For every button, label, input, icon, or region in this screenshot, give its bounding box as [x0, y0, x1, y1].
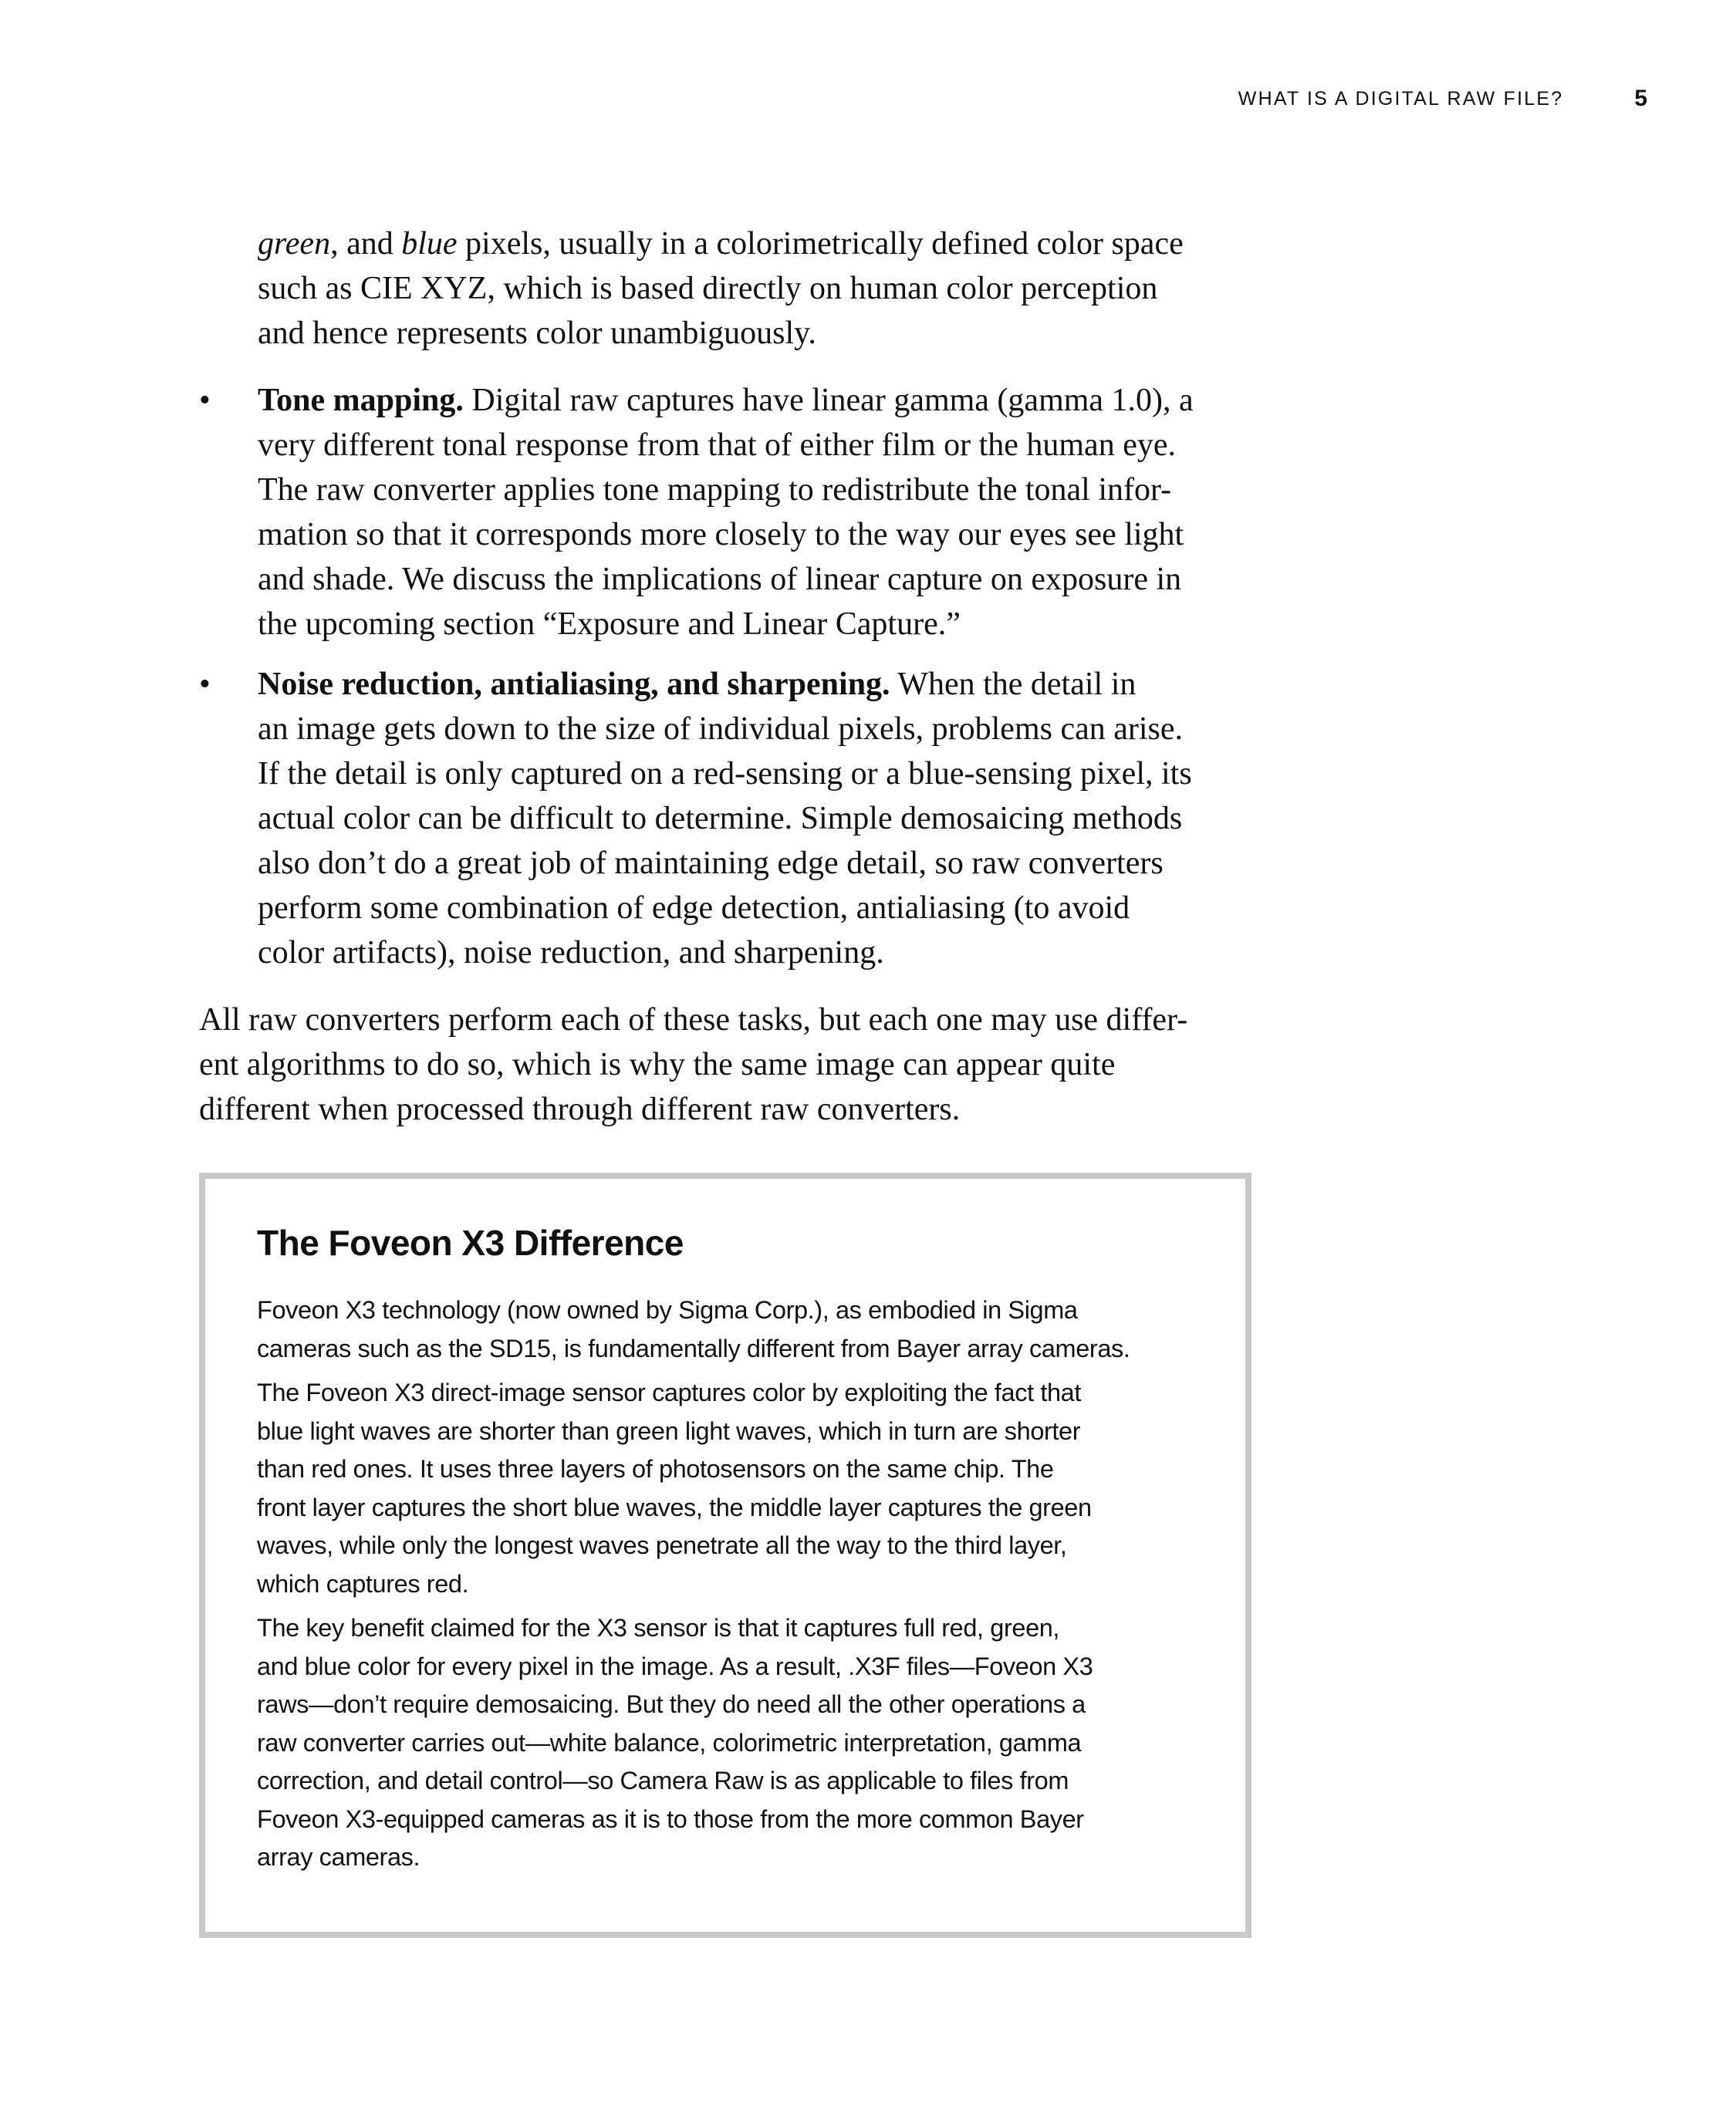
- text-line: different when processed through different raw converters.: [199, 1092, 961, 1127]
- text-line: front layer captures the short blue waves, the middle layer captures the green: [257, 1493, 1092, 1521]
- closing-paragraph: [199, 998, 1295, 1132]
- text-line: actual color can be difficult to determine. Simple demosaicing methods: [258, 801, 1183, 836]
- text-line: very different tonal response from that of either film or the human eye.: [258, 427, 1176, 463]
- bullet-icon: •: [199, 667, 211, 702]
- text-line: correction, and detail control—so Camera Raw is as applicable to files from: [257, 1767, 1069, 1794]
- text-line: perform some combination of edge detection, antialiasing (to avoid: [258, 890, 1130, 926]
- text-line: Foveon X3-equipped cameras as it is to those from the more common Bayer: [257, 1804, 1084, 1833]
- text-line: raws—don’t require demosaicing. But they do need all the other operations a: [257, 1690, 1086, 1718]
- text-line: such as CIE XYZ, which is based directly on human color perception: [258, 271, 1158, 306]
- text-line: an image gets down to the size of individual pixels, problems can arise.: [258, 711, 1184, 747]
- text-line: [258, 378, 1279, 423]
- bullet-icon: •: [199, 383, 211, 418]
- italic-word: green: [258, 226, 331, 262]
- bullet-item-tone-mapping: [199, 378, 1279, 647]
- sidebar-box: [199, 1173, 1251, 1938]
- running-head-title: WHAT IS A DIGITAL RAW FILE?: [1238, 87, 1564, 110]
- text-line: the upcoming section “Exposure and Linear Capture.”: [258, 606, 961, 642]
- text-line: If the detail is only captured on a red-sensing or a blue-sensing pixel, its: [258, 756, 1192, 792]
- text-line: raw converter carries out—white balance, colorimetric interpretation, gamma: [257, 1728, 1082, 1757]
- bullet-lead-in: Tone mapping.: [258, 383, 464, 418]
- bullet-list: [199, 378, 1279, 991]
- text-run: pixels, usually in a colorimetrically defined color space: [457, 226, 1184, 262]
- text-line: All raw converters perform each of these tasks, but each one may use differ-: [199, 1002, 1188, 1038]
- text-line: The raw converter applies tone mapping to redistribute the tonal infor-: [258, 472, 1172, 508]
- text-run: Digital raw captures have linear gamma (gamma 1.0), a: [463, 383, 1194, 418]
- sidebar-content: [257, 1222, 1229, 1883]
- text-line: color artifacts), noise reduction, and sharpening.: [258, 935, 884, 971]
- sidebar-paragraph: [257, 1291, 1229, 1368]
- text-line: than red ones. It uses three layers of photosensors on the same chip. The: [257, 1455, 1054, 1483]
- text-line: The key benefit claimed for the X3 sensor is that it captures full red, green,: [257, 1614, 1060, 1642]
- text-line: waves, while only the longest waves penetrate all the way to the third layer,: [257, 1531, 1067, 1559]
- text-line: and shade. We discuss the implications of linear capture on exposure in: [258, 562, 1182, 597]
- text-line: array cameras.: [257, 1843, 420, 1871]
- text-run: , and: [330, 226, 402, 262]
- sidebar-paragraph: [257, 1609, 1229, 1877]
- text-line: which captures red.: [257, 1569, 469, 1598]
- sidebar-title: The Foveon X3 Difference: [257, 1223, 684, 1263]
- text-line: and blue color for every pixel in the image. As a result, .X3F files—Foveon X3: [257, 1652, 1093, 1680]
- text-line: [258, 662, 1279, 707]
- text-line: mation so that it corresponds more closely to the way our eyes see light: [258, 517, 1184, 552]
- text-line: cameras such as the SD15, is fundamentally different from Bayer array cameras.: [257, 1334, 1130, 1362]
- text-line: The Foveon X3 direct-image sensor captures color by exploiting the fact that: [257, 1379, 1081, 1406]
- text-line: [258, 221, 1261, 266]
- text-line: ent algorithms to do so, which is why the same image can appear quite: [199, 1047, 1116, 1082]
- text-line: Foveon X3 technology (now owned by Sigma Corp.), as embodied in Sigma: [257, 1296, 1078, 1324]
- text-run: When the detail in: [890, 667, 1137, 702]
- sidebar-paragraph: [257, 1374, 1229, 1603]
- page-number: 5: [1634, 86, 1647, 111]
- text-line: also don’t do a great job of maintaining edge detail, so raw converters: [258, 846, 1164, 881]
- running-head: [1238, 83, 1647, 114]
- bullet-lead-in: Noise reduction, antialiasing, and sharpening.: [258, 667, 890, 702]
- text-line: blue light waves are shorter than green light waves, which in turn are shorter: [257, 1416, 1081, 1445]
- text-line: and hence represents color unambiguously.: [258, 316, 816, 351]
- italic-word: blue: [401, 226, 458, 262]
- bullet-item-noise-reduction: [199, 662, 1279, 975]
- continued-paragraph: [258, 221, 1261, 356]
